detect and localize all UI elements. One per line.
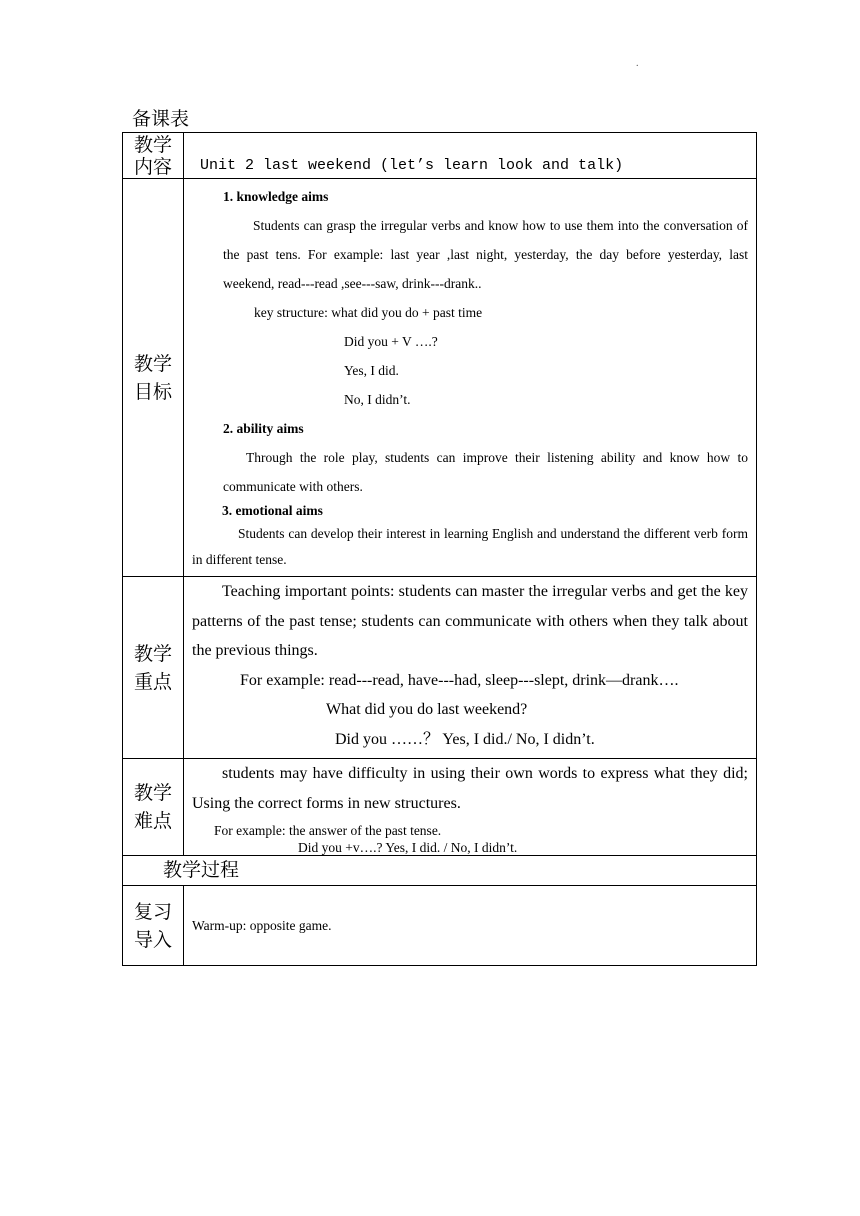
row-key-points [123,577,757,759]
row-process [123,856,757,886]
label-line: 教学 [133,642,172,665]
key-points-text: Teaching important points: students can master the irregular verbs and get the key patterns of the past tense; students can communicate with others when they talk about the previous things. [192,583,748,659]
label-line: 教学 [133,352,172,375]
key-line: Did you + V ….? [344,334,438,349]
key-points-question: What did you do last weekend? [326,701,528,718]
label-line: 目标 [133,380,172,403]
review-text: Warm-up: opposite game. [192,917,332,933]
key-line: Yes, I did. [344,363,399,378]
label-difficulties [123,759,184,856]
label-line: 内容 [133,155,172,178]
label-line: 教学 [133,782,172,804]
lesson-plan-table [122,132,757,966]
document-title: 备课表 [132,108,190,130]
key-points-cell [184,577,757,759]
label-line: 难点 [133,810,172,832]
review-cell [184,886,757,966]
knowledge-heading: 1. knowledge aims [223,189,329,204]
row-review [123,886,757,966]
row-content [123,133,757,179]
emotional-text: Students can develop their interest in learning English and understand the different verb form in different tense. [192,526,748,567]
label-key-points [123,577,184,759]
unit-title: Unit 2 last weekend (let’s learn look and talk) [200,157,624,174]
difficulties-cell [184,759,757,856]
process-heading-cell [123,856,757,886]
row-objectives [123,179,757,577]
difficulties-example: For example: the answer of the past tense. [214,823,442,838]
row-difficulties [123,759,757,856]
ability-heading: 2. ability aims [223,421,304,436]
difficulties-text: students may have difficulty in using their own words to express what they did; Using the correct forms in new structures. [192,765,748,812]
key-structure: key structure: what did you do + past time [254,305,483,320]
emotional-heading: 3. emotional aims [222,503,323,518]
key-points-example: For example: read---read, have---had, sleep---slept, drink—drank…. [240,671,679,689]
label-line: 教学 [133,133,172,156]
label-review [123,886,184,966]
key-line: No, I didn’t. [344,392,411,407]
ability-text: Through the role play, students can improve their listening ability and know how to communicate with others. [223,450,748,494]
header-mark: . [636,58,639,69]
key-points-answer: Did you ……？ Yes, I did./ No, I didn’t. [335,730,595,748]
label-content [123,133,184,179]
process-heading: 教学过程 [163,859,240,881]
difficulties-example-2: Did you +v….? Yes, I did. / No, I didn’t. [298,840,518,855]
label-line: 导入 [133,928,172,951]
label-objectives [123,179,184,577]
content-cell [184,133,757,179]
knowledge-text: Students can grasp the irregular verbs and know how to use them into the conversation of the past tens. For example: last year ,last night, yesterday, the day before yesterday, last weekend, read---read ,see---saw, drink---drank.. [223,218,748,291]
label-line: 复习 [133,900,172,923]
objectives-cell [184,179,757,577]
label-line: 重点 [133,670,172,693]
